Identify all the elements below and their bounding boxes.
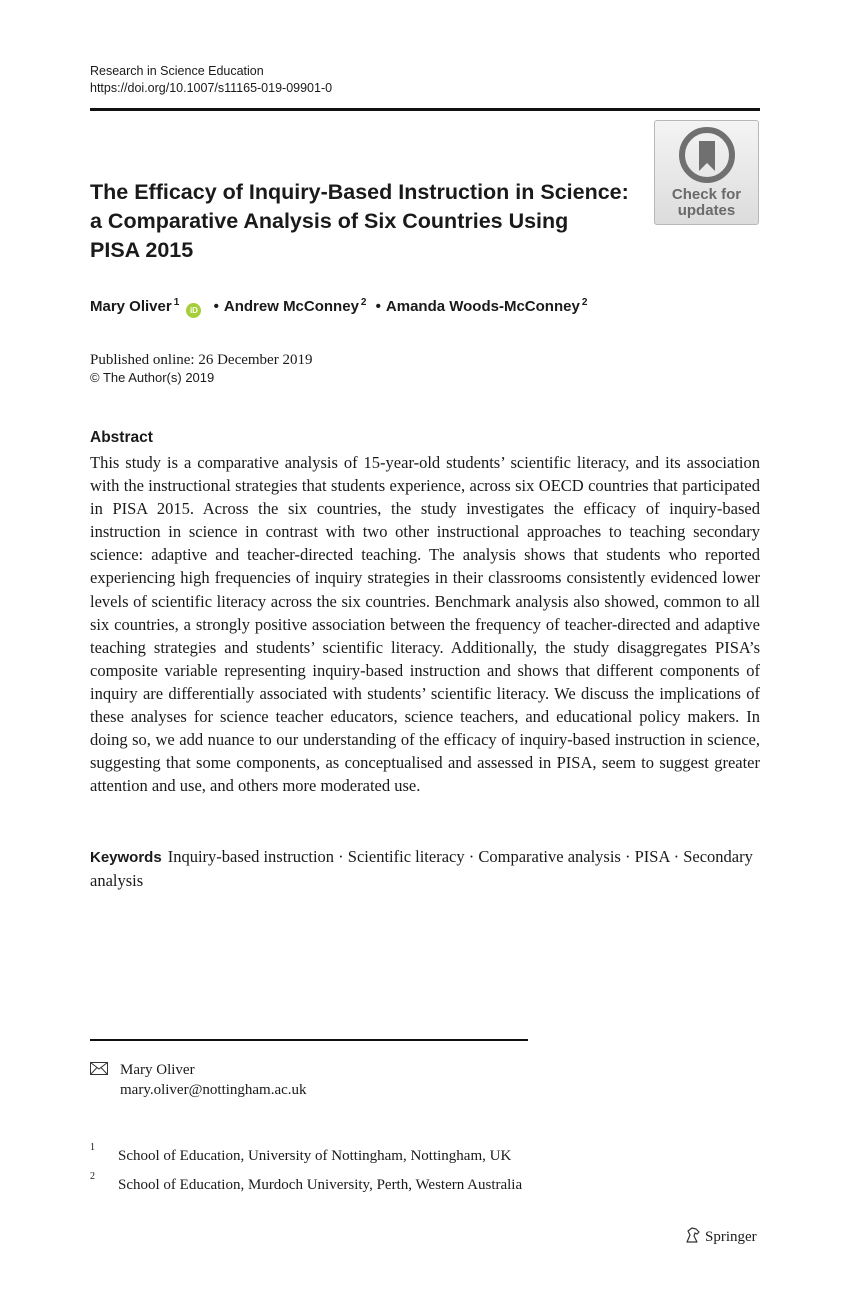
keywords-list: Inquiry-based instruction · Scientific literacy · Comparative analysis · PISA · Secondary analysis bbox=[90, 847, 753, 890]
author-name[interactable]: Amanda Woods-McConney bbox=[385, 298, 580, 315]
affiliation-text: School of Education, University of Nottingham, Nottingham, UK bbox=[118, 1148, 512, 1164]
author-affil-mark: 2 bbox=[360, 297, 367, 308]
envelope-icon bbox=[90, 1062, 108, 1075]
author-list bbox=[90, 297, 587, 318]
springer-horse-icon bbox=[684, 1226, 702, 1244]
author-separator: • bbox=[213, 298, 219, 315]
journal-header bbox=[90, 63, 332, 97]
author-name[interactable]: Andrew McConney bbox=[223, 298, 359, 315]
check-updates-icon bbox=[679, 127, 735, 183]
affiliation-number: 1 bbox=[90, 1142, 95, 1153]
title-line: a Comparative Analysis of Six Countries Using bbox=[90, 209, 569, 233]
check-for-updates-badge[interactable] bbox=[654, 120, 759, 225]
publisher-logo bbox=[684, 1226, 757, 1246]
abstract-heading: Abstract bbox=[90, 429, 153, 446]
title-line: PISA 2015 bbox=[90, 238, 194, 262]
check-updates-line2: updates bbox=[677, 202, 736, 219]
affiliation-text: School of Education, Murdoch University, Perth, Western Australia bbox=[118, 1177, 523, 1193]
publication-info bbox=[90, 351, 312, 387]
header-rule bbox=[90, 108, 760, 111]
author-affil-mark: 2 bbox=[581, 297, 588, 308]
article-title bbox=[90, 178, 650, 265]
doi-link[interactable]: https://doi.org/10.1007/s11165-019-09901-0 bbox=[90, 81, 333, 95]
corresponding-name: Mary Oliver bbox=[120, 1062, 195, 1078]
author-affil-mark: 1 bbox=[173, 297, 180, 308]
keywords bbox=[90, 845, 760, 892]
check-updates-line1: Check for bbox=[671, 186, 742, 203]
published-date: Published online: 26 December 2019 bbox=[90, 352, 313, 368]
keywords-label: Keywords bbox=[90, 849, 162, 866]
journal-name: Research in Science Education bbox=[90, 64, 264, 78]
orcid-icon[interactable]: iD bbox=[186, 303, 201, 318]
footnote-rule bbox=[90, 1039, 528, 1041]
corresponding-email[interactable]: mary.oliver@nottingham.ac.uk bbox=[120, 1082, 307, 1098]
title-line: The Efficacy of Inquiry-Based Instruction in Science: bbox=[90, 180, 629, 204]
author-name[interactable]: Mary Oliver bbox=[90, 298, 172, 315]
affiliation-number: 2 bbox=[90, 1171, 95, 1182]
author-separator: • bbox=[375, 298, 381, 315]
abstract-body: This study is a comparative analysis of 15-year-old students’ scientific literacy, and its association with the instructional strategies that students experience, across six OECD countries that participated in PISA 2015. Across the six countries, the study investigates the efficacy of inquiry-based instruction in science in contrast with two other instructional approaches to teaching secondary science: adaptive and teacher-directed teaching. The analysis shows that students who reported experiencing high frequencies of inquiry strategies in their classrooms consistently evidenced lower levels of scientific literacy across the six countries. Benchmark analysis also showed, common to all six countries, a strongly positive association between the frequency of teacher-directed and adaptive teaching strategies and students’ scientific literacy. Additionally, the study disaggregates PISA’s composite variable representing inquiry-based instruction and shows that different components of inquiry are differentially associated with students’ scientific literacy. We discuss the implications of these analyses for science teacher educators, science teachers, and educational policy makers. In doing so, we add nuance to our understanding of the efficacy of inquiry-based instruction in science, suggesting that some components, as conceptualised and assessed in PISA, seem to suggest greater attention and use, and others more moderated use. bbox=[90, 453, 760, 796]
copyright-notice: © The Author(s) 2019 bbox=[90, 370, 215, 385]
publisher-name: Springer bbox=[705, 1229, 757, 1245]
